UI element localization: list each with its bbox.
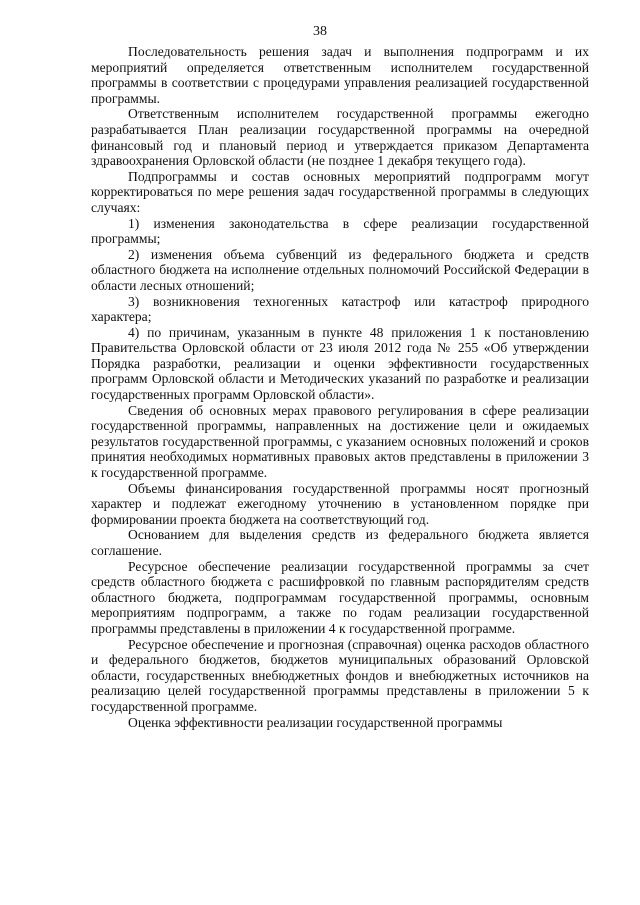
paragraph-task-sequence: Последовательность решения задач и выполнения подпрограмм и их мероприятий определяется ответственным исполнителем государственной программы в соответствии с процедурами управления реализацией государственной программы. bbox=[91, 44, 589, 106]
list-item-legislation-change: 1) изменения законодательства в сфере реализации государственной программы; bbox=[91, 215, 589, 247]
paragraph-adjustment-cases: Подпрограммы и состав основных мероприятий подпрограмм могут корректироваться по мере решения задач государственной программы в следующих случаях: bbox=[91, 168, 589, 215]
document-body bbox=[91, 44, 589, 730]
paragraph-legal-regulation: Сведения об основных мерах правового регулирования в сфере реализации государственной программы, направленных на достижение цели и ожидаемых результатов государственной программы, с указанием основных положений и сроков принятия необходимых нормативных правовых актов представлены в приложении 3 к государственной программе. bbox=[91, 402, 589, 481]
list-item-subvention-change: 2) изменения объема субвенций из федерального бюджета и средств областного бюджета на исполнение отдельных полномочий Российской Федерации в области лесных отношений; bbox=[91, 246, 589, 293]
paragraph-regional-resources: Ресурсное обеспечение реализации государственной программы за счет средств областного бюджета с расшифровкой по главным распорядителям средств областного бюджета, подпрограммам государственной программы, основным мероприятиям подпрограмм, а также по годам реализации государственной программы представлены в приложении 4 к государственной программе. bbox=[91, 558, 589, 636]
paragraph-implementation-plan: Ответственным исполнителем государственной программы ежегодно разрабатывается План реализации государственной программы на очередной финансовый год и плановый период и утверждается приказом Департамента здравоохранения Орловской области (не позднее 1 декабря текущего года). bbox=[91, 106, 589, 169]
paragraph-federal-funds-basis: Основанием для выделения средств из федерального бюджета является соглашение. bbox=[91, 527, 589, 558]
list-item-other-reasons: 4) по причинам, указанным в пункте 48 приложения 1 к постановлению Правительства Орловской области от 23 июля 2012 года № 255 «Об утверждении Порядка разработки, реализации и оценки эффективности государственных программ Орловской области и Методических указаний по разработке и реализации государственных программ Орловской области». bbox=[91, 324, 589, 403]
list-item-catastrophes: 3) возникновения техногенных катастроф или катастроф природного характера; bbox=[91, 293, 589, 325]
paragraph-efficiency-assessment: Оценка эффективности реализации государственной программы bbox=[128, 714, 503, 730]
paragraph-financing-volumes: Объемы финансирования государственной программы носят прогнозный характер и подлежат ежегодному уточнению в установленном порядке при формировании проекта бюджета на соответствующий год. bbox=[91, 480, 589, 527]
paragraph-resource-forecast: Ресурсное обеспечение и прогнозная (справочная) оценка расходов областного и федерального бюджетов, бюджетов муниципальных образований Орловской области, государственных внебюджетных фондов и внебюджетных источников на реализацию целей государственной программы представлены в приложении 5 к государственной программе. bbox=[91, 636, 589, 714]
page-number: 38 bbox=[313, 24, 327, 39]
